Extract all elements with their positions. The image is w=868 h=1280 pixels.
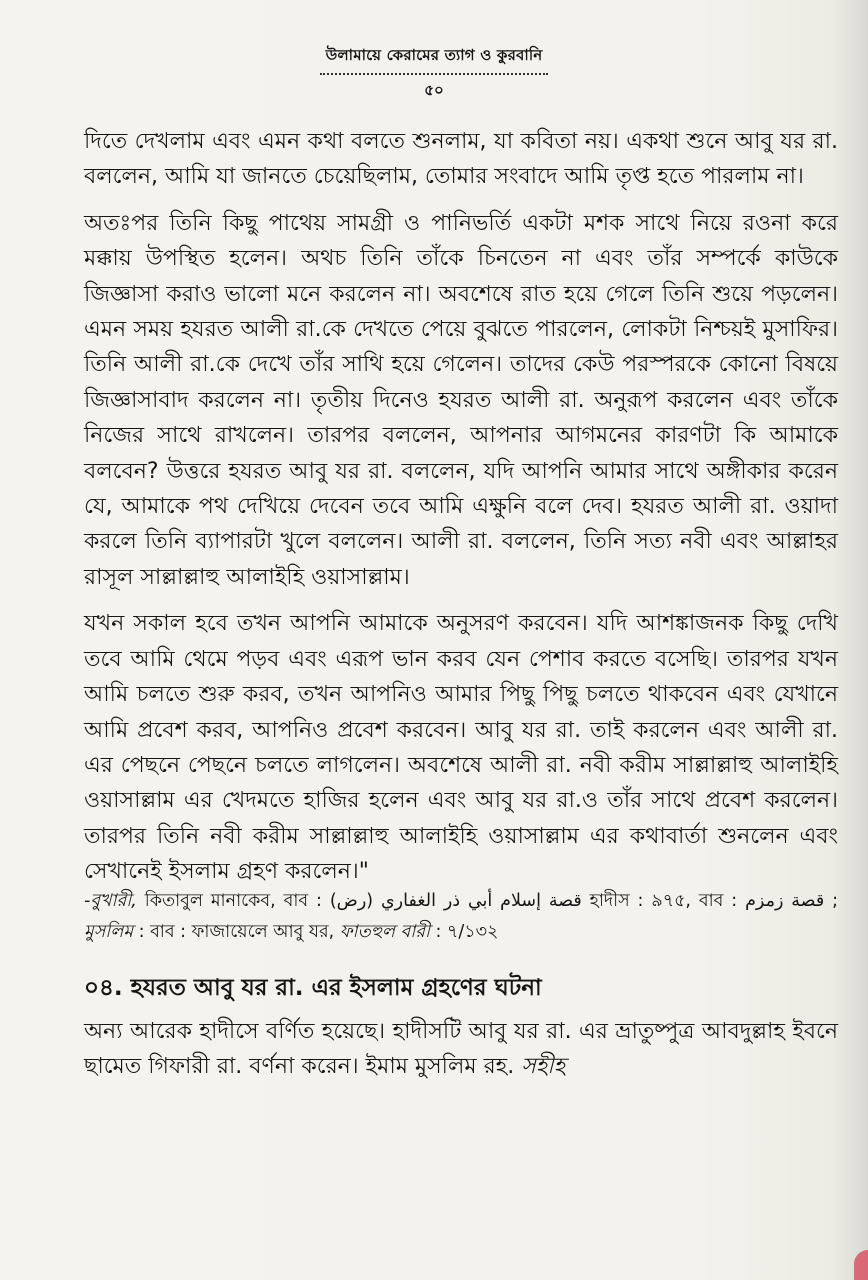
reference-text-2: : বাব : ফাজায়েলে আবু যর,	[133, 921, 340, 942]
section-heading: ০৪. হযরত আবু যর রা. এর ইসলাম গ্রহণের ঘটনা	[84, 974, 542, 1001]
reference-source-fathul-bari: ফাতহুল বারী	[339, 921, 430, 942]
reference-citation	[84, 886, 838, 948]
section-intro-italic: সহীহ	[514, 1053, 566, 1079]
page-corner-mark	[854, 1250, 868, 1280]
reference-text-1: কিতাবুল মানাকেব, বাব : (قصة إسلام أبي ذر الغفاري (رض হাদীস : ৯৭৫, বাব : قصة زمزم ;	[136, 890, 838, 911]
section-intro	[84, 1014, 838, 1085]
paragraph-2: অতঃপর তিনি কিছু পাথেয় সামগ্রী ও পানিভর্তি একটা মশক সাথে নিয়ে রওনা করে মক্কায় উপস্থিত হলেন। অথচ তিনি তাঁকে চিনতেন না এবং তাঁর সম্পর্কে কাউকে জিজ্ঞাসা করাও ভালো মনে করলেন না। অবশেষে রাত হয়ে গেলে তিনি শুয়ে পড়লেন। এমন সময় হযরত আলী রা.কে দেখতে পেয়ে বুঝতে পারলেন, লোকটা নিশ্চয়ই মুসাফির। তিনি আলী রা.কে দেখে তাঁর সাথি হয়ে গেলেন। তাদের কেউ পরস্পরকে কোনো বিষয়ে জিজ্ঞাসাবাদ করলেন না। তৃতীয় দিনেও হযরত আলী রা. অনুরূপ করলেন এবং তাঁকে নিজের সাথে রাখলেন। তারপর বললেন, আপনার আগমনের কারণটা কি আমাকে বলবেন? উত্তরে হযরত আবু যর রা. বললেন, যদি আপনি আমার সাথে অঙ্গীকার করেন যে, আমাকে পথ দেখিয়ে দেবেন তবে আমি এক্ষুনি বলে দেব। হযরত আলী রা. ওয়াদা করলে তিনি ব্যাপারটা খুলে বললেন। আলী রা. বললেন, তিনি সত্য নবী এবং আল্লাহর রাসূল সাল্লাল্লাহু আলাইহি ওয়াসাল্লাম।	[84, 210, 838, 590]
reference-text-3: : ৭/১৩২	[429, 921, 499, 942]
page-body	[84, 124, 838, 1095]
reference-source-muslim: মুসলিম	[84, 921, 134, 942]
running-title: উলামায়ে কেরামের ত্যাগ ও কুরবানি	[320, 44, 549, 75]
page-header	[0, 44, 868, 104]
page-number: ৫০	[424, 81, 444, 99]
paragraph-3: যখন সকাল হবে তখন আপনি আমাকে অনুসরণ করবেন। যদি আশঙ্কাজনক কিছু দেখি তবে আমি থেমে পড়ব এবং এরূপ ভান করব যেন পেশাব করতে বসেছি। তারপর যখন আমি চলতে শুরু করব, তখন আপনিও আমার পিছু পিছু চলতে থাকবেন এবং যেখানে আমি প্রবেশ করব, আপনিও প্রবেশ করবেন। আবু যর রা. তাই করলেন এবং আলী রা. এর পেছনে পেছনে চলতে লাগলেন। অবশেষে আলী রা. নবী করীম সাল্লাল্লাহু আলাইহি ওয়াসাল্লাম এর খেদমতে হাজির হলেন এবং আবু যর রা.ও তাঁর সাথে প্রবেশ করলেন। তারপর তিনি নবী করীম সাল্লাল্লাহু আলাইহি ওয়াসাল্লাম এর কথাবার্তা শুনলেন এবং সেখানেই ইসলাম গ্রহণ করলেন।"	[84, 611, 838, 885]
section-intro-text: অন্য আরেক হাদীসে বর্ণিত হয়েছে। হাদীসটি আবু যর রা. এর ভ্রাতুষ্পুত্র আবদুল্লাহ ইবনে ছামেত গিফারী রা. বর্ণনা করেন। ইমাম মুসলিম রহ.	[84, 1018, 838, 1079]
reference-source-bukhari: -বুখারী,	[84, 890, 137, 911]
paragraph-1: দিতে দেখলাম এবং এমন কথা বলতে শুনলাম, যা কবিতা নয়। একথা শুনে আবু যর রা. বললেন, আমি যা জানতে চেয়েছিলাম, তোমার সংবাদে আমি তৃপ্ত হতে পারলাম না।	[84, 129, 838, 190]
